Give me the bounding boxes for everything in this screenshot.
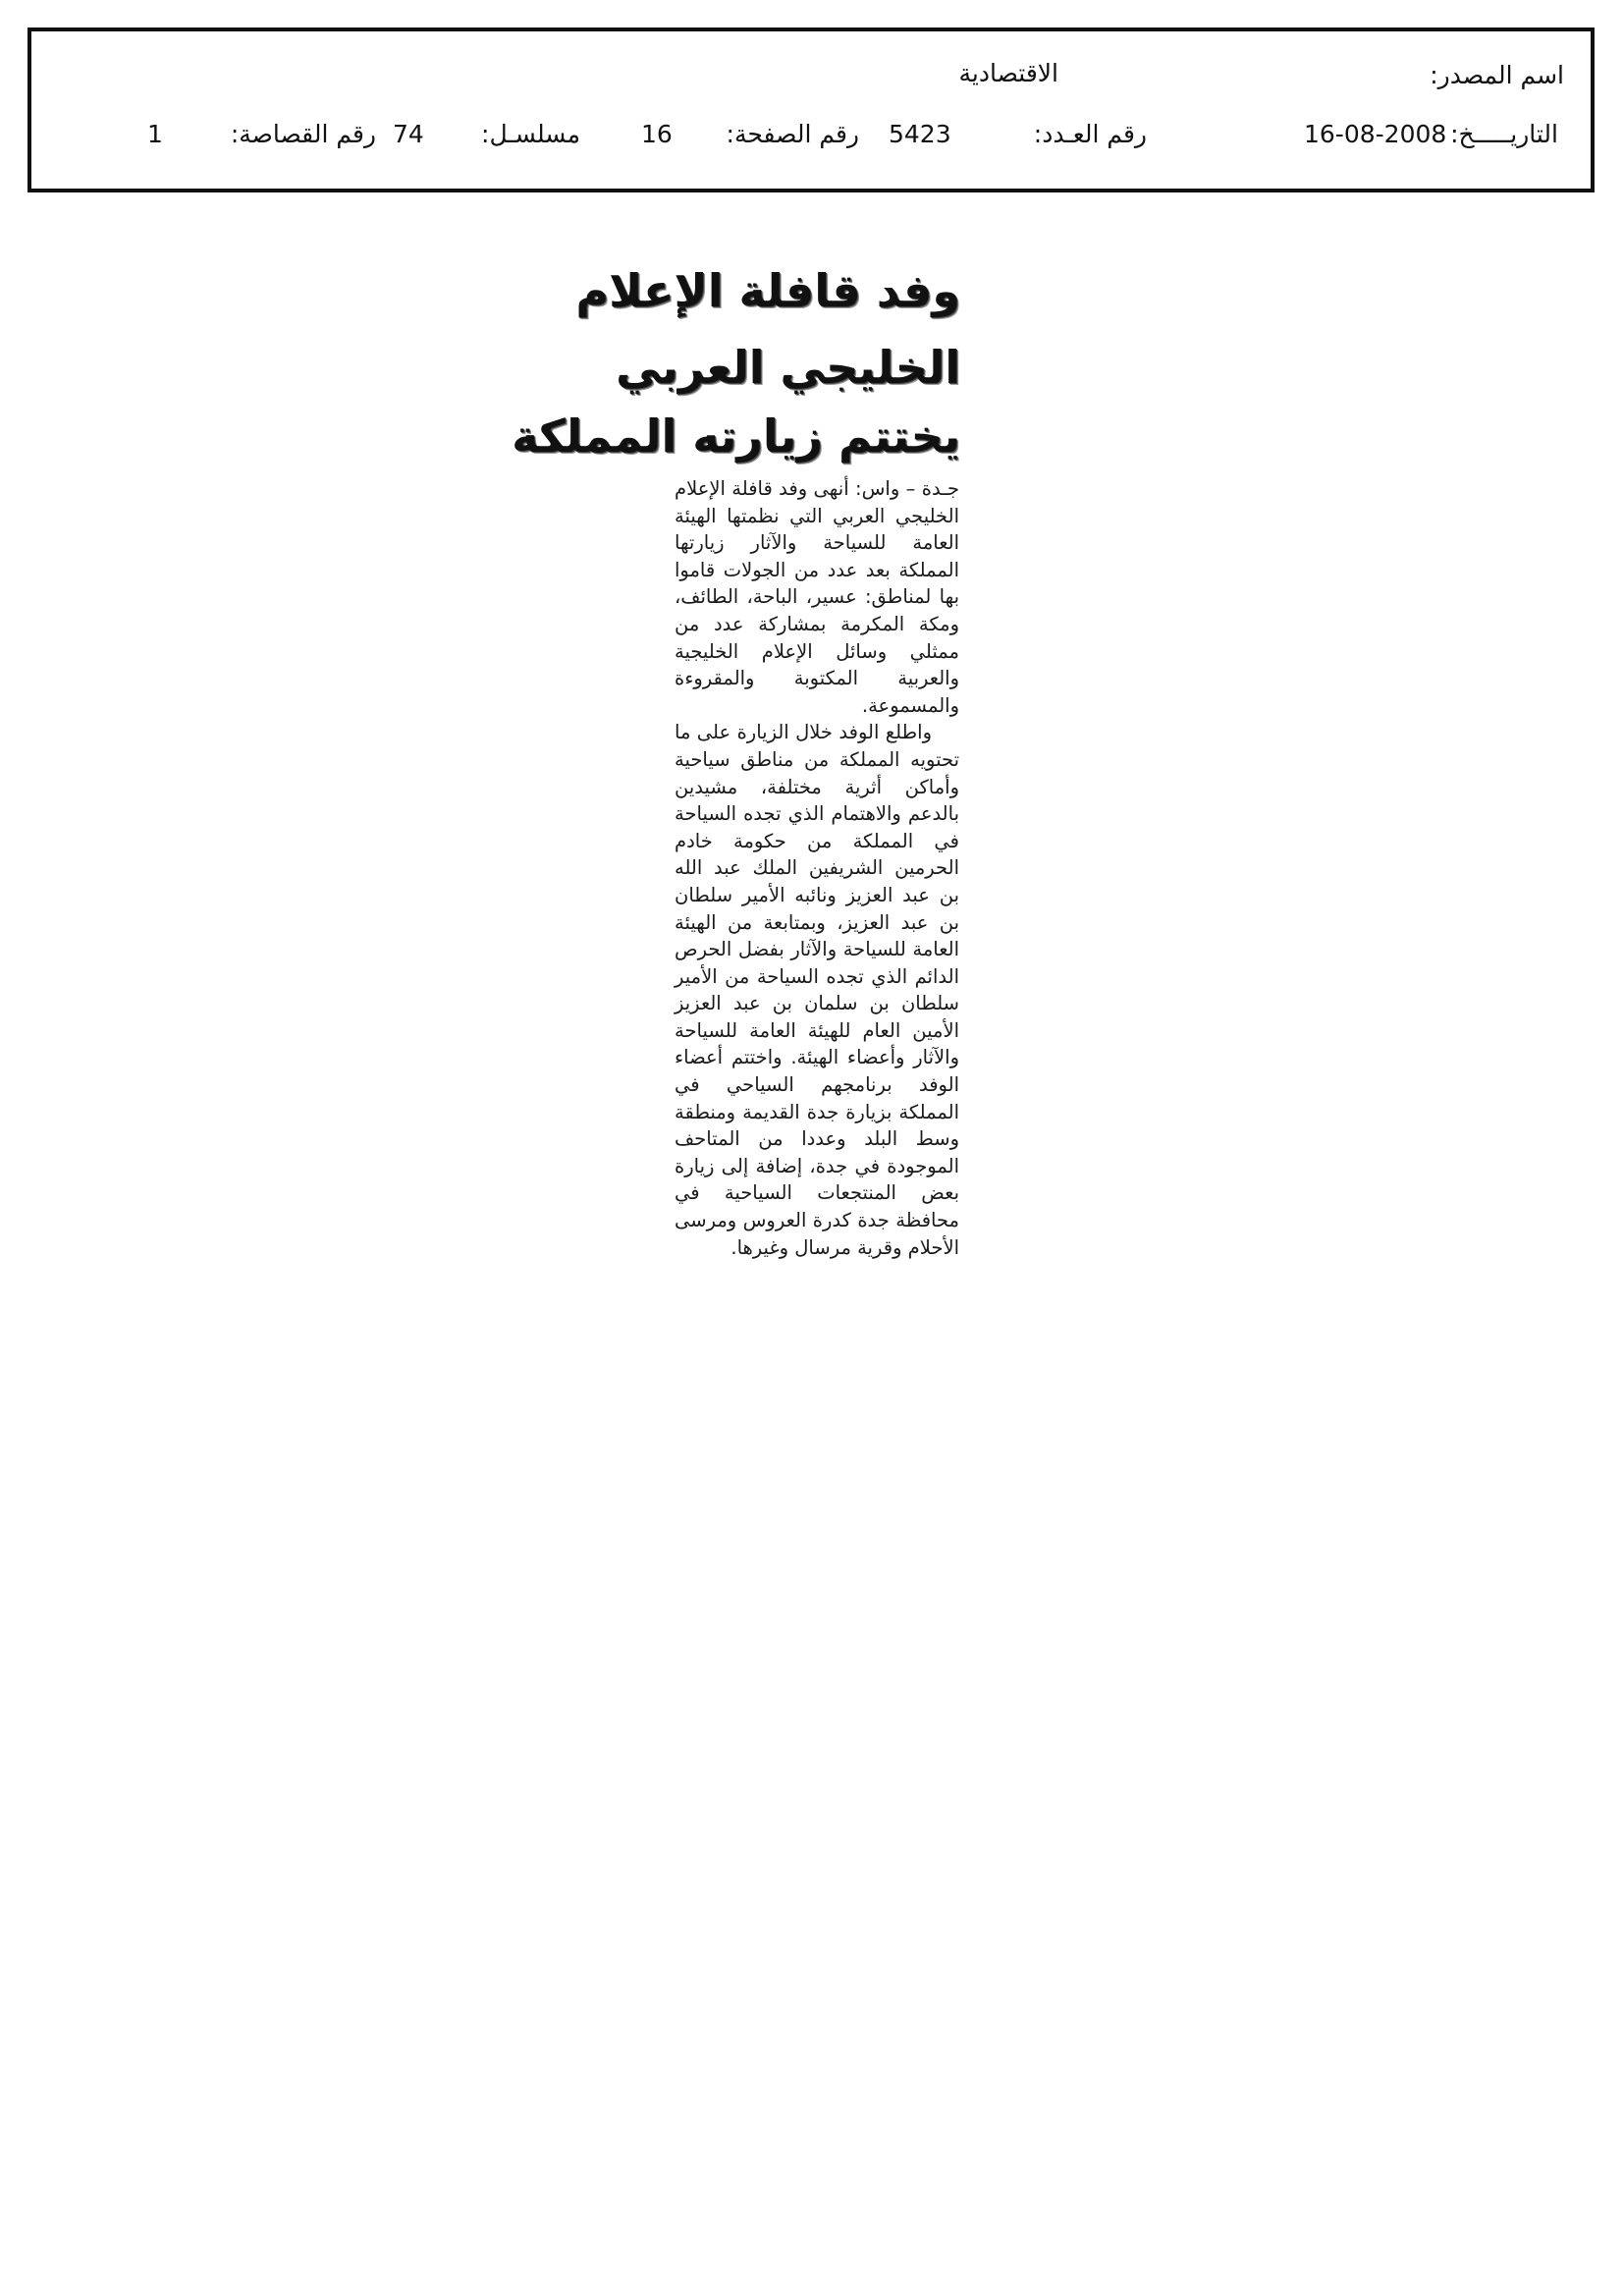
serial-value: 74 xyxy=(393,120,424,148)
issue-label: رقم العـدد: xyxy=(1033,120,1147,148)
date-label: التاريـــــخ: xyxy=(1450,120,1558,148)
clip-label: رقم القصاصة: xyxy=(230,120,376,148)
issue-value: 5423 xyxy=(889,120,951,148)
article-paragraph: واطلع الوفد خلال الزيارة على ما تحتويه المملكة من مناطق سياحية وأماكن أثرية مختلفة، مشيدين بالدعم والاهتمام الذي تجده السياحة في المملكة من حكومة خادم الحرمين الشريفين الملك عبد الله بن عبد العزيز ونائبه الأمير سلطان بن عبد العزيز، وبمتابعة من الهيئة العامة للسياحة والآثار بفضل الحرص الدائم الذي تجده السياحة من الأمير سلطان بن سلمان بن عبد العزيز الأمين العام للهيئة العامة للسياحة والآثار وأعضاء الهيئة. واختتم أعضاء الوفد برنامجهم السياحي في المملكة بزيارة جدة القديمة ومنطقة وسط البلد وعددا من المتاحف الموجودة في جدة، إضافة إلى زيارة بعض المنتجعات السياحية في محافظة جدة كدرة العروس ومرسى الأحلام وقرية مرسال وغيرها. xyxy=(675,721,959,1259)
source-label: اسم المصدر: xyxy=(1430,61,1564,89)
headline-line-2: الخليجي العربي xyxy=(616,341,960,394)
headline-line-1: وفد قافلة الإعلام xyxy=(575,264,960,317)
date-value: 16-08-2008 xyxy=(1304,120,1447,148)
page-value: 16 xyxy=(641,120,673,148)
clip-value: 1 xyxy=(147,120,163,148)
clipping-header-box xyxy=(27,27,1595,192)
serial-label: مسلسـل: xyxy=(481,120,580,148)
article-body xyxy=(675,475,959,1261)
article-paragraph: جـدة – واس: أنهى وفد قافلة الإعلام الخليجي العربي التي نظمتها الهيئة العامة للسياحة والآثار زيارتها المملكة بعد عدد من الجولات قاموا بها لمناطق: عسير، الباحة، الطائف، ومكة المكرمة بمشاركة عدد من ممثلي وسائل الإعلام الخليجية والعربية المكتوبة والمقروءة والمسموعة. xyxy=(675,477,959,717)
page-label: رقم الصفحة: xyxy=(726,120,859,148)
headline-line-3: يختتم زيارته المملكة xyxy=(512,410,960,463)
source-value: الاقتصادية xyxy=(958,59,1058,87)
